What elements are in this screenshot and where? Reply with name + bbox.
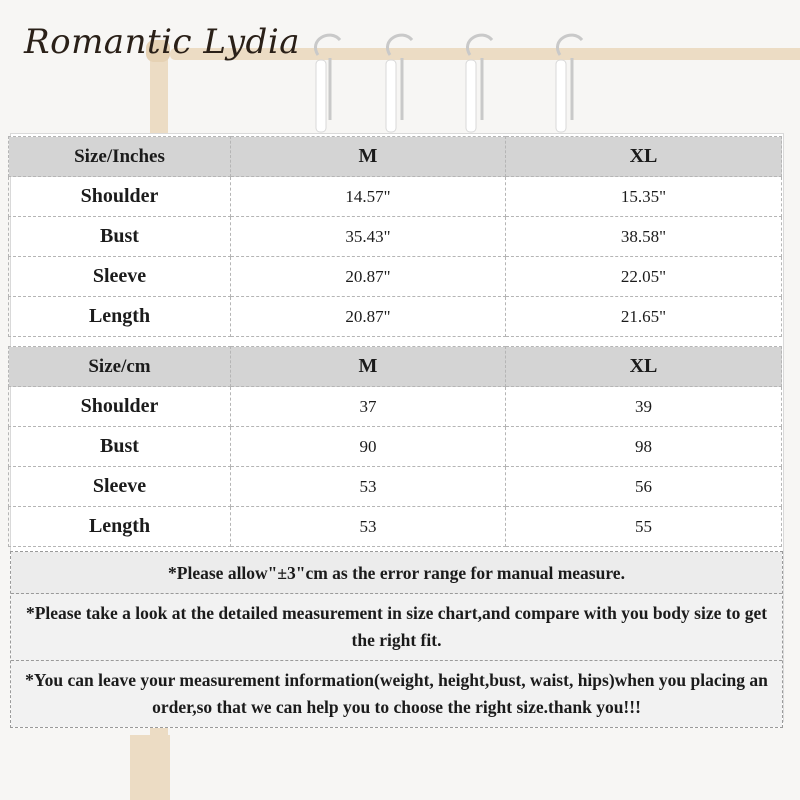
size-table-cm — [8, 346, 782, 547]
cell-m: 20.87" — [231, 257, 506, 297]
table-row — [9, 427, 782, 467]
table-row — [9, 387, 782, 427]
row-label: Bust — [9, 427, 231, 467]
cell-m: 35.43" — [231, 217, 506, 257]
row-label: Sleeve — [9, 257, 231, 297]
cell-xl: 39 — [506, 387, 782, 427]
header-cell: M — [231, 347, 506, 387]
cell-xl: 55 — [506, 507, 782, 547]
header-cell: Size/Inches — [9, 137, 231, 177]
header-cell: Size/cm — [9, 347, 231, 387]
table-row — [9, 467, 782, 507]
cell-xl: 38.58" — [506, 217, 782, 257]
row-label: Length — [9, 297, 231, 337]
row-label: Length — [9, 507, 231, 547]
cell-xl: 15.35" — [506, 177, 782, 217]
cell-m: 53 — [231, 507, 506, 547]
cell-m: 37 — [231, 387, 506, 427]
cell-xl: 56 — [506, 467, 782, 507]
table-header-row — [9, 347, 782, 387]
header-cell: XL — [506, 347, 782, 387]
row-label: Sleeve — [9, 467, 231, 507]
notes-box — [10, 551, 783, 728]
row-label: Bust — [9, 217, 231, 257]
note-compare-size: *Please take a look at the detailed measurement in size chart,and compare with you body size to get the right fit. — [11, 594, 782, 661]
table-row — [9, 217, 782, 257]
table-row — [9, 257, 782, 297]
note-error-range: *Please allow"±3"cm as the error range for manual measure. — [11, 552, 782, 594]
size-table-inches — [8, 136, 782, 337]
table-row — [9, 177, 782, 217]
header-cell: XL — [506, 137, 782, 177]
brand-logo: Romantic Lydia — [24, 22, 300, 62]
cell-m: 20.87" — [231, 297, 506, 337]
cell-m: 14.57" — [231, 177, 506, 217]
cell-xl: 21.65" — [506, 297, 782, 337]
cell-xl: 22.05" — [506, 257, 782, 297]
table-row — [9, 297, 782, 337]
row-label: Shoulder — [9, 387, 231, 427]
table-header-row — [9, 137, 782, 177]
cell-m: 90 — [231, 427, 506, 467]
row-label: Shoulder — [9, 177, 231, 217]
header-cell: M — [231, 137, 506, 177]
note-leave-measurements: *You can leave your measurement information(weight, height,bust, waist, hips)when you placing an order,so that we can help you to choose the right size.thank you!!! — [11, 661, 782, 727]
cell-m: 53 — [231, 467, 506, 507]
table-row — [9, 507, 782, 547]
cell-xl: 98 — [506, 427, 782, 467]
